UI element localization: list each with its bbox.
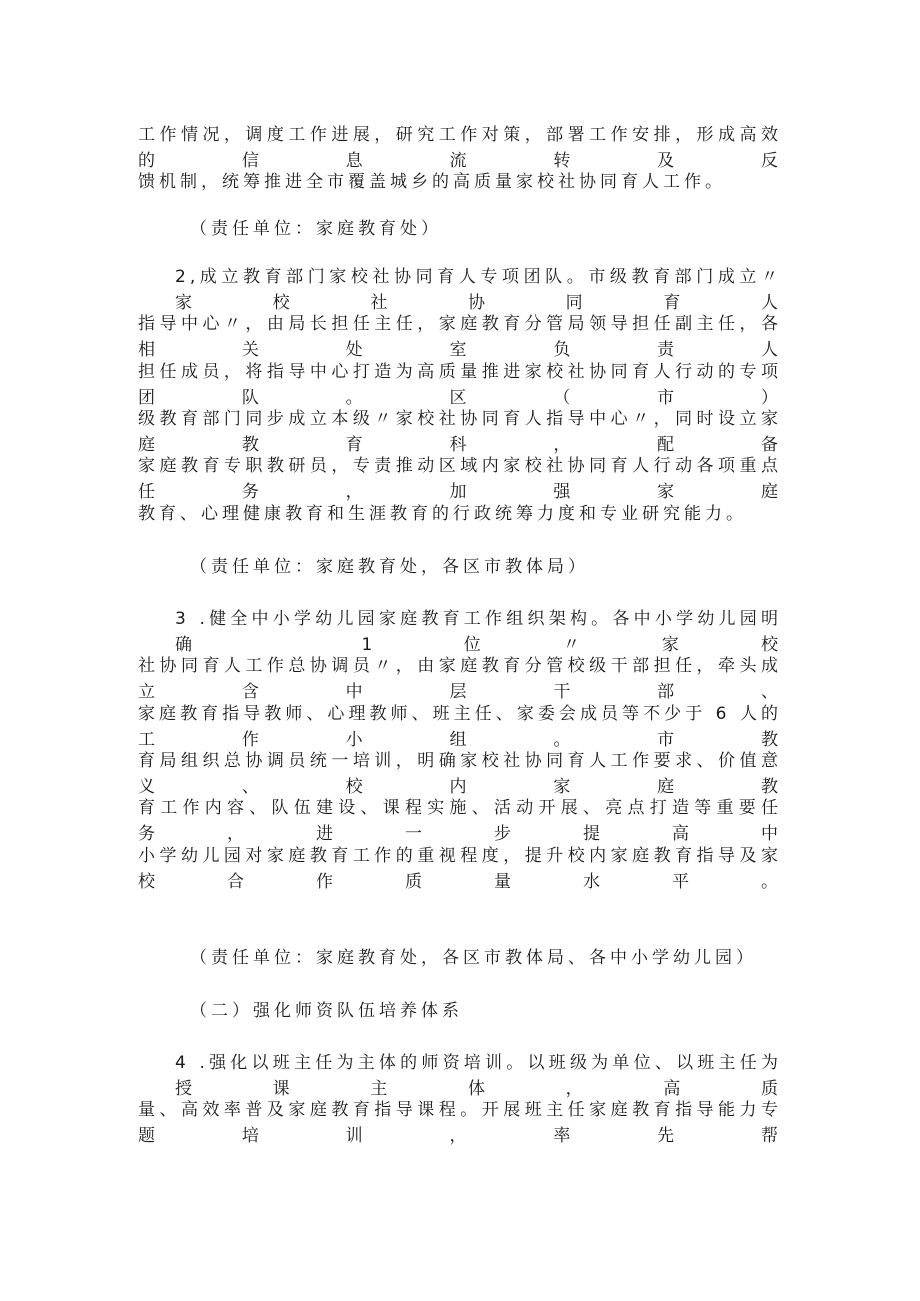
paragraph-line: 育工作内容、队伍建设、课程实施、活动开展、亮点打造等重要任务，进一步提高中 xyxy=(138,798,782,844)
paragraph-line: 2,成立教育部门家校社协同育人专项团队。市级教育部门成立〃家校社协同育人 xyxy=(175,267,782,313)
paragraph-line: 社协同育人工作总协调员〃，由家庭教育分管校级干部担任，牵头成立含中层干部、 xyxy=(138,656,782,702)
paragraph-line: 小学幼儿园对家庭教育工作的重视程度，提升校内家庭教育指导及家校合作质量水平。 xyxy=(138,846,782,892)
paragraph-line: 担任成员，将指导中心打造为高质量推进家校社协同育人行动的专项团队。区（市） xyxy=(138,362,782,408)
paragraph-line: 教育、心理健康教育和生涯教育的行政统筹力度和专业研究能力。 xyxy=(138,504,747,524)
paragraph-line: 3 .健全中小学幼儿园家庭教育工作组织架构。各中小学幼儿园明确 1 位〃家校 xyxy=(175,609,782,655)
responsibility-note: （责任单位：家庭教育处） xyxy=(190,219,442,239)
paragraph-line: 家庭教育专职教研员，专责推动区域内家校社协同育人行动各项重点任务，加强家庭 xyxy=(138,456,782,502)
paragraph-line: 工作情况，调度工作进展，研究工作对策，部署工作安排，形成高效的信息流转及反 xyxy=(138,125,782,171)
paragraph-line: 馈机制，统筹推进全市覆盖城乡的高质量家校社协同育人工作。 xyxy=(138,172,726,192)
responsibility-note: （责任单位：家庭教育处，各区市教体局、各中小学幼儿园） xyxy=(190,948,757,968)
responsibility-note: （责任单位：家庭教育处，各区市教体局） xyxy=(190,557,589,577)
paragraph-line: 级教育部门同步成立本级〃家校社协同育人指导中心〃，同时设立家庭教育科，配备 xyxy=(138,409,782,455)
paragraph-line: 4 .强化以班主任为主体的师资培训。以班级为单位、以班主任为授课主体，高质 xyxy=(175,1053,782,1099)
paragraph-line: 量、高效率普及家庭教育指导课程。开展班主任家庭教育指导能力专题培训，率先帮 xyxy=(138,1100,782,1146)
paragraph-line: 指导中心〃，由局长担任主任，家庭教育分管局领导担任副主任，各相关处室负责人 xyxy=(138,314,782,360)
section-heading: （二）强化师资队伍培养体系 xyxy=(190,1001,463,1021)
paragraph-line: 育局组织总协调员统一培训，明确家校社协同育人工作要求、价值意义、校内家庭教 xyxy=(138,751,782,797)
paragraph-line: 家庭教育指导教师、心理教师、班主任、家委会成员等不少于 6 人的工作小组。市教 xyxy=(138,704,782,750)
